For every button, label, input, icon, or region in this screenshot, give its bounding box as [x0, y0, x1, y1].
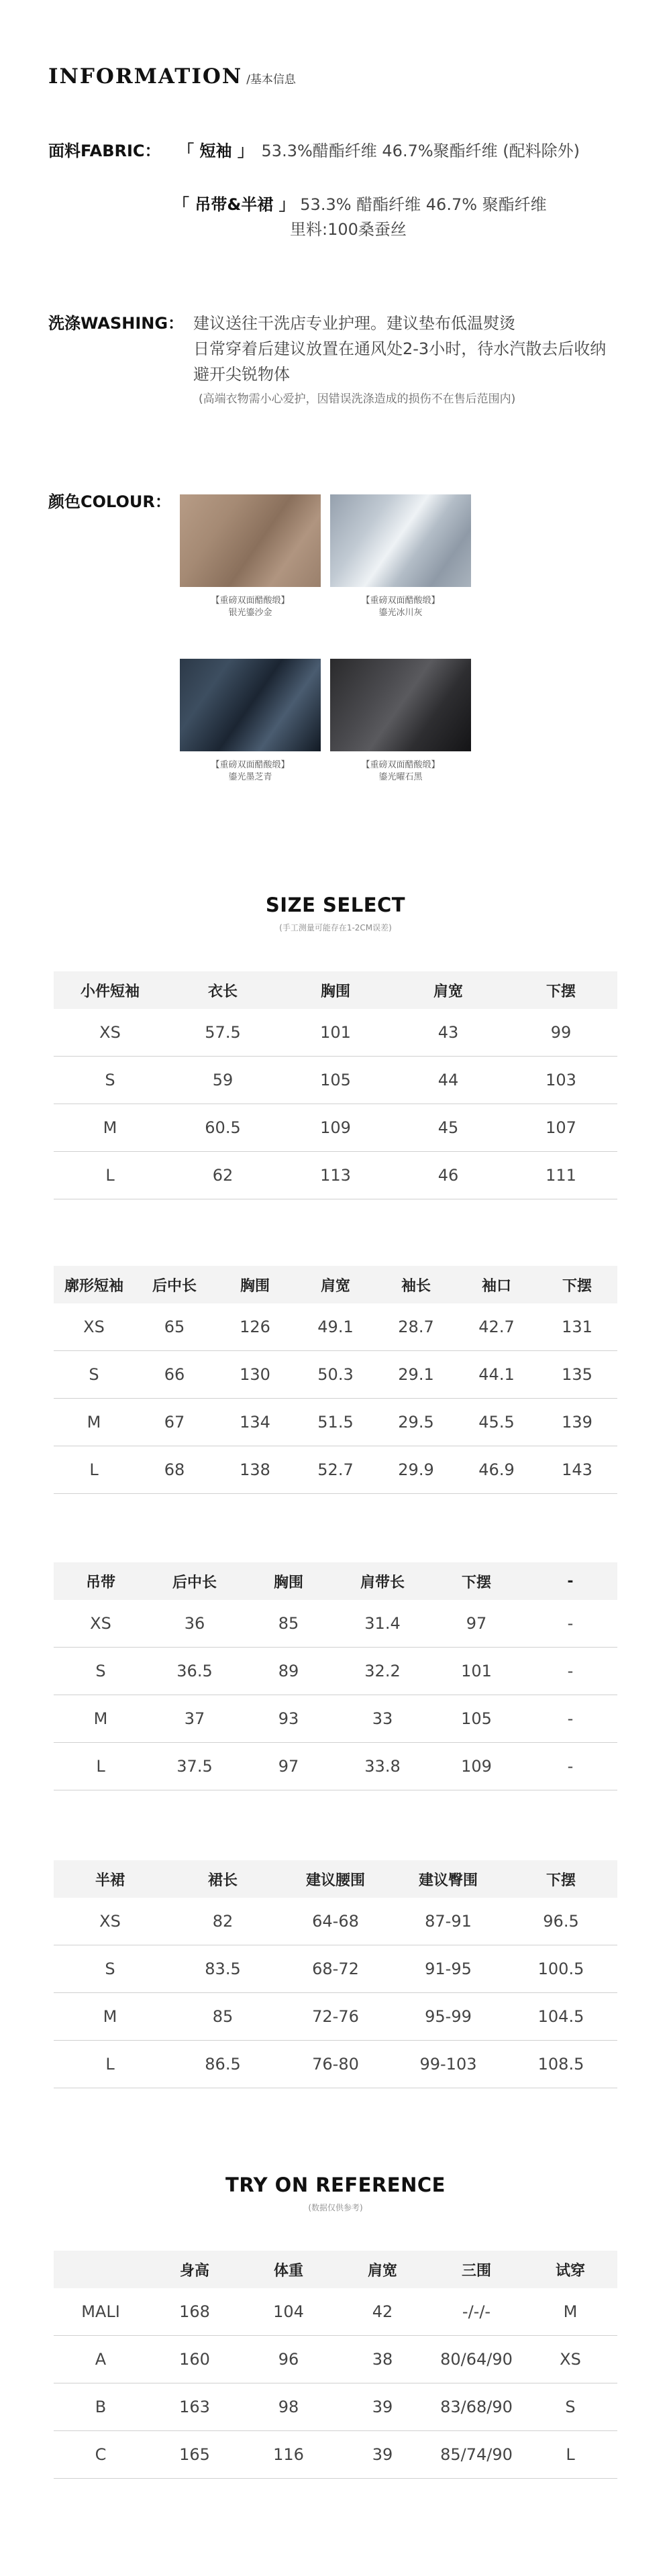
- swatch-fabric-name: 【重磅双面醋酸缎】: [361, 760, 440, 770]
- table-cell: B: [54, 2383, 148, 2431]
- swatch-colour-name: 鎏光墨芝青: [228, 772, 272, 782]
- table-cell: 44.1: [456, 1351, 537, 1399]
- table-cell: 66: [134, 1351, 215, 1399]
- column-header: 下摆: [537, 1266, 617, 1303]
- table-row: [54, 1009, 617, 1057]
- table-cell: 36.5: [148, 1648, 242, 1695]
- swatch-caption: [180, 595, 321, 619]
- table-cell: 62: [166, 1152, 279, 1199]
- table-cell: 126: [215, 1303, 295, 1351]
- table-cell: 37.5: [148, 1743, 242, 1790]
- table-cell: 68-72: [279, 1945, 392, 1993]
- try-on-subtitle: (数据仅供参考): [308, 2203, 363, 2212]
- table-cell: 52.7: [295, 1446, 376, 1494]
- column-header: 小件短袖: [54, 971, 166, 1009]
- washing-instructions: [193, 311, 606, 387]
- swatch-colour-name: 鎏光冰川灰: [378, 608, 423, 618]
- table-cell: 160: [148, 2336, 242, 2383]
- column-header: 体重: [242, 2251, 336, 2288]
- table-cell: 50.3: [295, 1351, 376, 1399]
- table-cell: 68: [134, 1446, 215, 1494]
- washing-label-text: 洗涤WASHING：: [48, 314, 185, 333]
- table-cell: 108.5: [505, 2041, 617, 2088]
- info-subtitle: /基本信息: [246, 73, 296, 87]
- table-cell: 33: [336, 1695, 429, 1743]
- table-cell: 36: [148, 1600, 242, 1648]
- swatch-fabric-name: 【重磅双面醋酸缎】: [361, 596, 440, 606]
- table-cell: 103: [505, 1057, 617, 1104]
- table-row: [54, 1057, 617, 1104]
- table-row: [54, 1743, 617, 1790]
- table-cell: MALI: [54, 2288, 148, 2336]
- washing-line-1: 建议送往干洗店专业护理。建议垫布低温熨烫: [193, 314, 515, 333]
- table-header-row: [54, 1860, 617, 1898]
- fabric-value-short-sleeve: 53.3%醋酯纤维 46.7%聚酯纤维 (配料除外): [261, 142, 580, 160]
- table-cell: -: [523, 1648, 617, 1695]
- column-header: 廓形短袖: [54, 1266, 134, 1303]
- colour-swatch-obsidian-black: [330, 659, 471, 784]
- table-cell: L: [54, 1152, 166, 1199]
- fabric-row-2: [173, 192, 547, 217]
- table-row: [54, 1648, 617, 1695]
- table-cell: 131: [537, 1303, 617, 1351]
- table-cell: 99-103: [392, 2041, 505, 2088]
- table-cell: 99: [505, 1009, 617, 1057]
- table-header-row: [54, 1562, 617, 1600]
- table-cell: 86.5: [166, 2041, 279, 2088]
- table-cell: L: [523, 2431, 617, 2479]
- table-cell: 109: [429, 1743, 523, 1790]
- size-table-skirt: [54, 1860, 617, 2088]
- table-cell: 39: [336, 2383, 429, 2431]
- table-cell: 51.5: [295, 1399, 376, 1446]
- table-cell: XS: [54, 1009, 166, 1057]
- table-row: [54, 1446, 617, 1494]
- washing-note: (高端衣物需小心爱护，因错误洗涤造成的损伤不在售后范围内): [199, 392, 516, 406]
- column-header: [54, 2251, 148, 2288]
- swatch-colour-name: 银光鎏沙金: [228, 608, 272, 618]
- column-header: 肩宽: [392, 971, 505, 1009]
- table-cell: M: [54, 1399, 134, 1446]
- table-cell: 91-95: [392, 1945, 505, 1993]
- column-header: 半裙: [54, 1860, 166, 1898]
- table-cell: 113: [279, 1152, 392, 1199]
- fabric-value-cami-skirt: 53.3% 醋酯纤维 46.7% 聚酯纤维: [300, 195, 547, 214]
- table-cell: 163: [148, 2383, 242, 2431]
- table-row: [54, 1351, 617, 1399]
- table-row: [54, 2336, 617, 2383]
- table-cell: -: [523, 1743, 617, 1790]
- table-cell: M: [54, 1695, 148, 1743]
- fabric-label: 面料FABRIC：: [48, 142, 161, 160]
- table-cell: 44: [392, 1057, 505, 1104]
- table-cell: 95-99: [392, 1993, 505, 2041]
- column-header: 下摆: [429, 1562, 523, 1600]
- column-header: 后中长: [134, 1266, 215, 1303]
- table-cell: 28.7: [376, 1303, 456, 1351]
- table-cell: 97: [429, 1600, 523, 1648]
- column-header: 吊带: [54, 1562, 148, 1600]
- column-header: 肩宽: [336, 2251, 429, 2288]
- info-header: [48, 64, 296, 89]
- colour-swatch-glacier-grey: [330, 494, 471, 619]
- column-header: 试穿: [523, 2251, 617, 2288]
- table-cell: 111: [505, 1152, 617, 1199]
- column-header: 身高: [148, 2251, 242, 2288]
- table-cell: 39: [336, 2431, 429, 2479]
- table-cell: 101: [279, 1009, 392, 1057]
- table-row: [54, 2431, 617, 2479]
- size-table-cami: [54, 1562, 617, 1790]
- table-cell: 29.1: [376, 1351, 456, 1399]
- table-cell: 57.5: [166, 1009, 279, 1057]
- table-cell: 143: [537, 1446, 617, 1494]
- fabric-tag-short-sleeve: 「 短袖 」: [178, 142, 254, 160]
- table-cell: 97: [242, 1743, 336, 1790]
- table-row: [54, 1152, 617, 1199]
- colour-swatch-ink-green: [180, 659, 321, 784]
- table-cell: 65: [134, 1303, 215, 1351]
- table-cell: S: [54, 1945, 166, 1993]
- table-cell: L: [54, 1446, 134, 1494]
- table-cell: 165: [148, 2431, 242, 2479]
- swatch-colour-name: 鎏光曜石黑: [378, 772, 423, 782]
- table-cell: 100.5: [505, 1945, 617, 1993]
- table-cell: S: [54, 1648, 148, 1695]
- swatch-caption: [330, 759, 471, 784]
- table-cell: C: [54, 2431, 148, 2479]
- table-cell: 32.2: [336, 1648, 429, 1695]
- table-row: [54, 1898, 617, 1945]
- table-cell: XS: [54, 1600, 148, 1648]
- fabric-swatch-image: [330, 494, 471, 587]
- column-header: 建议腰围: [279, 1860, 392, 1898]
- size-select-title: SIZE SELECT: [265, 894, 406, 916]
- table-cell: -: [523, 1695, 617, 1743]
- table-header-row: [54, 1266, 617, 1303]
- table-cell: 37: [148, 1695, 242, 1743]
- table-cell: 83.5: [166, 1945, 279, 1993]
- table-cell: XS: [54, 1303, 134, 1351]
- table-cell: S: [54, 1057, 166, 1104]
- table-cell: 130: [215, 1351, 295, 1399]
- column-header: 下摆: [505, 1860, 617, 1898]
- table-cell: 76-80: [279, 2041, 392, 2088]
- table-cell: S: [54, 1351, 134, 1399]
- table-cell: XS: [523, 2336, 617, 2383]
- column-header: 后中长: [148, 1562, 242, 1600]
- table-cell: -/-/-: [429, 2288, 523, 2336]
- table-cell: 105: [429, 1695, 523, 1743]
- table-header-row: [54, 2251, 617, 2288]
- column-header: -: [523, 1562, 617, 1600]
- swatch-caption: [180, 759, 321, 784]
- table-cell: 46: [392, 1152, 505, 1199]
- table-cell: 104: [242, 2288, 336, 2336]
- table-cell: 72-76: [279, 1993, 392, 2041]
- table-cell: 134: [215, 1399, 295, 1446]
- table-cell: M: [54, 1993, 166, 2041]
- table-cell: 85: [166, 1993, 279, 2041]
- swatch-fabric-name: 【重磅双面醋酸缎】: [211, 596, 290, 606]
- table-row: [54, 2288, 617, 2336]
- column-header: 下摆: [505, 971, 617, 1009]
- table-cell: 116: [242, 2431, 336, 2479]
- table-cell: 49.1: [295, 1303, 376, 1351]
- table-cell: 87-91: [392, 1898, 505, 1945]
- table-row: [54, 1600, 617, 1648]
- swatch-fabric-name: 【重磅双面醋酸缎】: [211, 760, 290, 770]
- table-cell: L: [54, 1743, 148, 1790]
- size-table-oversized-short-sleeve: [54, 1266, 617, 1494]
- table-cell: 82: [166, 1898, 279, 1945]
- fabric-swatch-image: [180, 494, 321, 587]
- fabric-swatch-image: [330, 659, 471, 751]
- table-cell: S: [523, 2383, 617, 2431]
- table-row: [54, 1303, 617, 1351]
- table-cell: 105: [279, 1057, 392, 1104]
- table-row: [54, 1993, 617, 2041]
- table-cell: XS: [54, 1898, 166, 1945]
- table-cell: 138: [215, 1446, 295, 1494]
- table-cell: M: [54, 1104, 166, 1152]
- colour-swatch-sand-gold: [180, 494, 321, 619]
- table-cell: 67: [134, 1399, 215, 1446]
- try-on-title: TRY ON REFERENCE: [225, 2174, 446, 2196]
- column-header: 胸围: [279, 971, 392, 1009]
- table-cell: 139: [537, 1399, 617, 1446]
- column-header: 胸围: [215, 1266, 295, 1303]
- table-row: [54, 1945, 617, 1993]
- washing-label: [48, 311, 184, 336]
- table-cell: 29.5: [376, 1399, 456, 1446]
- table-cell: 85: [242, 1600, 336, 1648]
- table-cell: 46.9: [456, 1446, 537, 1494]
- table-row: [54, 2041, 617, 2088]
- table-cell: 43: [392, 1009, 505, 1057]
- table-cell: M: [523, 2288, 617, 2336]
- table-cell: A: [54, 2336, 148, 2383]
- table-cell: 45.5: [456, 1399, 537, 1446]
- table-cell: 101: [429, 1648, 523, 1695]
- fabric-row: [48, 138, 580, 164]
- column-header: 裙长: [166, 1860, 279, 1898]
- table-cell: 96.5: [505, 1898, 617, 1945]
- table-row: [54, 1399, 617, 1446]
- size-table-short-sleeve: [54, 971, 617, 1199]
- swatch-caption: [330, 595, 471, 619]
- column-header: 袖长: [376, 1266, 456, 1303]
- table-cell: 59: [166, 1057, 279, 1104]
- table-cell: 33.8: [336, 1743, 429, 1790]
- table-cell: 83/68/90: [429, 2383, 523, 2431]
- table-cell: 85/74/90: [429, 2431, 523, 2479]
- table-cell: 80/64/90: [429, 2336, 523, 2383]
- table-cell: 89: [242, 1648, 336, 1695]
- table-cell: 96: [242, 2336, 336, 2383]
- table-row: [54, 1695, 617, 1743]
- column-header: 肩带长: [336, 1562, 429, 1600]
- table-cell: 60.5: [166, 1104, 279, 1152]
- column-header: 衣长: [166, 971, 279, 1009]
- table-cell: -: [523, 1600, 617, 1648]
- column-header: 三围: [429, 2251, 523, 2288]
- table-cell: L: [54, 2041, 166, 2088]
- table-row: [54, 1104, 617, 1152]
- fabric-tag-cami-skirt: 「 吊带&半裙 」: [173, 195, 295, 214]
- table-cell: 98: [242, 2383, 336, 2431]
- try-on-table: [54, 2251, 617, 2479]
- table-cell: 42: [336, 2288, 429, 2336]
- table-cell: 104.5: [505, 1993, 617, 2041]
- table-cell: 64-68: [279, 1898, 392, 1945]
- table-cell: 31.4: [336, 1600, 429, 1648]
- table-cell: 38: [336, 2336, 429, 2383]
- table-cell: 29.9: [376, 1446, 456, 1494]
- table-cell: 107: [505, 1104, 617, 1152]
- column-header: 胸围: [242, 1562, 336, 1600]
- fabric-swatch-image: [180, 659, 321, 751]
- column-header: 肩宽: [295, 1266, 376, 1303]
- table-cell: 93: [242, 1695, 336, 1743]
- table-header-row: [54, 971, 617, 1009]
- colour-label: 颜色COLOUR：: [48, 492, 171, 511]
- column-header: 建议臀围: [392, 1860, 505, 1898]
- table-row: [54, 2383, 617, 2431]
- washing-line-3: 避开尖锐物体: [193, 365, 290, 384]
- table-cell: 45: [392, 1104, 505, 1152]
- fabric-lining: 里料:100桑蚕丝: [290, 220, 407, 239]
- table-cell: 135: [537, 1351, 617, 1399]
- table-cell: 42.7: [456, 1303, 537, 1351]
- column-header: 袖口: [456, 1266, 537, 1303]
- table-cell: 109: [279, 1104, 392, 1152]
- table-cell: 168: [148, 2288, 242, 2336]
- size-select-subtitle: (手工测量可能存在1-2CM误差): [279, 923, 392, 932]
- info-title: INFORMATION: [48, 64, 243, 89]
- washing-line-2: 日常穿着后建议放置在通风处2-3小时，待水汽散去后收纳: [193, 339, 607, 358]
